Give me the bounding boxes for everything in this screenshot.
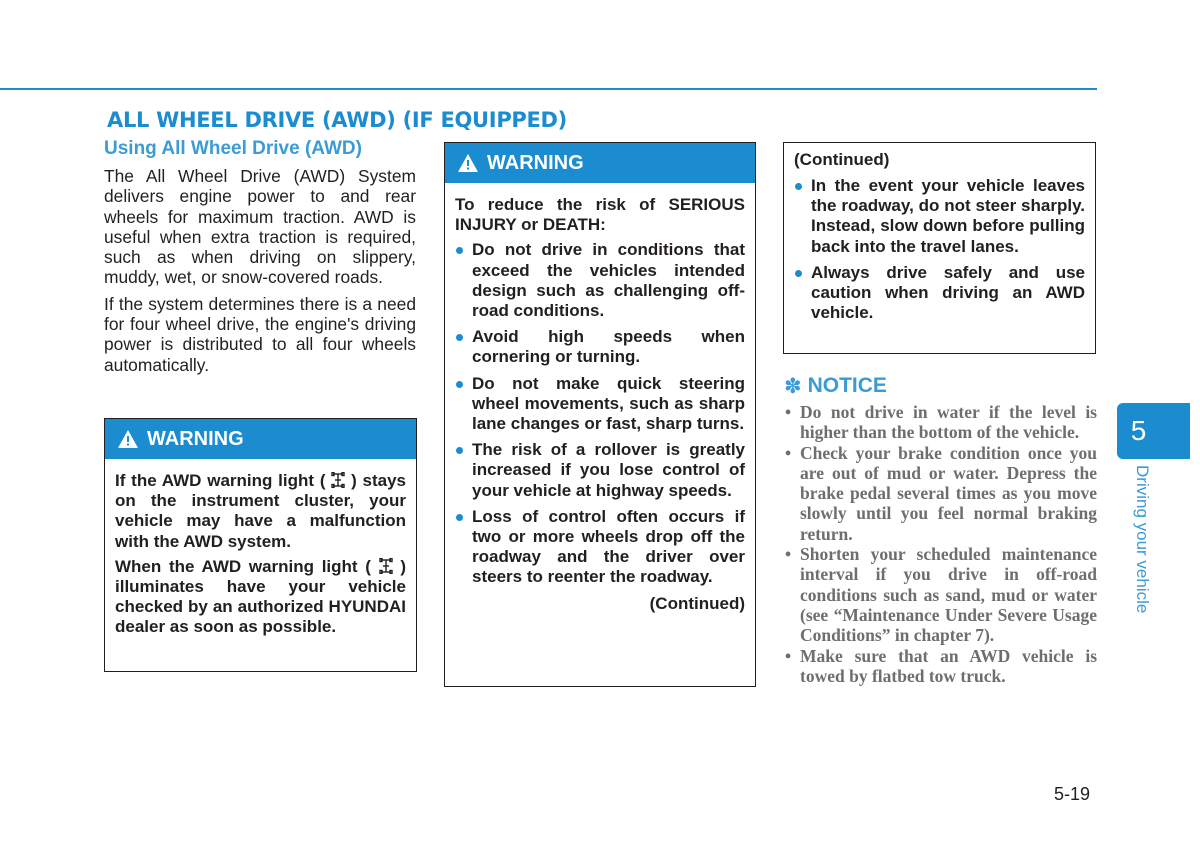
warning-item: Always drive safely and use caution when driving an AWD vehicle. bbox=[794, 263, 1085, 324]
notice-item bbox=[784, 443, 1097, 544]
notice-item-text: Check your brake condition once you are out of mud or water. Depress the brake pedal several times as you move slowly until you feel normal braking return. bbox=[800, 442, 1097, 544]
awd-warning-text-2 bbox=[115, 557, 406, 638]
notice-bullet: • bbox=[785, 645, 792, 666]
intro-column bbox=[104, 138, 416, 381]
chapter-tab: 5 bbox=[1117, 403, 1190, 459]
notice-bullet: • bbox=[785, 544, 792, 565]
body-paragraph: If the system determines there is a need for four wheel drive, the engine's driving power is distributed to all four wheels automatically. bbox=[104, 293, 416, 375]
notice-section bbox=[784, 374, 1097, 686]
awd-warning-light-icon bbox=[331, 472, 345, 488]
awd-warning-text-2a: When the AWD warning light ( bbox=[115, 556, 371, 576]
notice-item-text: Make sure that an AWD vehicle is towed by flatbed tow truck. bbox=[800, 645, 1097, 686]
warning-item: Do not drive in conditions that exceed the vehicles intended design such as challenging off-road conditions. bbox=[455, 240, 745, 321]
warning-triangle-icon bbox=[457, 153, 479, 173]
chapter-label: Driving your vehicle bbox=[1133, 465, 1152, 614]
awd-warning-box bbox=[104, 418, 417, 672]
notice-heading bbox=[784, 374, 1097, 398]
section-title: ALL WHEEL DRIVE (AWD) (IF EQUIPPED) bbox=[107, 108, 567, 132]
notice-item-text: Shorten your scheduled maintenance interval if you drive in off-road conditions such as sand, mud or water (see “Maintenance Under Severe Usage Conditions” in chapter 7). bbox=[800, 544, 1097, 646]
page-number: 5-19 bbox=[1054, 784, 1091, 804]
warning-intro: To reduce the risk of SERIOUS INJURY or DEATH: bbox=[455, 195, 745, 235]
notice-item bbox=[784, 544, 1097, 645]
awd-warning-text-1 bbox=[115, 471, 406, 552]
header-rule bbox=[0, 88, 1097, 90]
warning-item: Loss of control often occurs if two or more wheels drop off the roadway and the driver over steers to reenter the roadway. bbox=[455, 507, 745, 588]
warning-triangle-icon bbox=[117, 429, 139, 449]
notice-bullet: • bbox=[785, 442, 792, 463]
body-paragraph: The All Wheel Drive (AWD) System delivers engine power to and rear wheels for maximum traction. AWD is useful when extra traction is required, such as when driving on slippery, muddy, wet, or snow-covered roads. bbox=[104, 166, 416, 288]
notice-item bbox=[784, 402, 1097, 443]
continued-warning-box bbox=[783, 142, 1096, 354]
notice-item bbox=[784, 646, 1097, 687]
warning-title: WARNING bbox=[487, 151, 584, 174]
warning-title: WARNING bbox=[147, 427, 244, 450]
warning-item: The risk of a rollover is greatly increased if you lose control of your vehicle at highway speeds. bbox=[455, 440, 745, 501]
warning-header bbox=[105, 419, 416, 459]
warning-header bbox=[445, 143, 755, 183]
continued-label: (Continued) bbox=[649, 593, 745, 613]
awd-warning-text-1a: If the AWD warning light ( bbox=[115, 471, 326, 490]
notice-title: NOTICE bbox=[807, 374, 887, 397]
awd-warning-text-1b: ) stays on the instrument cluster, your vehicle may have a malfunction with the AWD system. bbox=[115, 471, 406, 551]
continued-heading: (Continued) bbox=[794, 150, 890, 169]
subheading: Using All Wheel Drive (AWD) bbox=[104, 138, 362, 159]
awd-warning-text-2b: ) illuminates have your vehicle checked by an authorized HYUNDAI dealer as soon as possible. bbox=[115, 556, 406, 637]
warning-item: Avoid high speeds when cornering or turning. bbox=[455, 327, 745, 367]
driving-warning-box bbox=[444, 142, 756, 687]
warning-item: In the event your vehicle leaves the roadway, do not steer sharply. Instead, slow down before pulling back into the travel lanes. bbox=[794, 176, 1085, 257]
notice-list bbox=[784, 402, 1097, 686]
warning-list bbox=[455, 240, 745, 587]
continued-warning-list bbox=[794, 176, 1085, 323]
notice-bullet: • bbox=[785, 402, 792, 422]
awd-warning-light-icon bbox=[379, 558, 393, 574]
notice-star-icon: ✽ bbox=[784, 374, 802, 398]
notice-item-text: Do not drive in water if the level is higher than the bottom of the vehicle. bbox=[800, 402, 1097, 443]
warning-item: Do not make quick steering wheel movements, such as sharp lane changes or fast, sharp turns. bbox=[455, 374, 745, 435]
